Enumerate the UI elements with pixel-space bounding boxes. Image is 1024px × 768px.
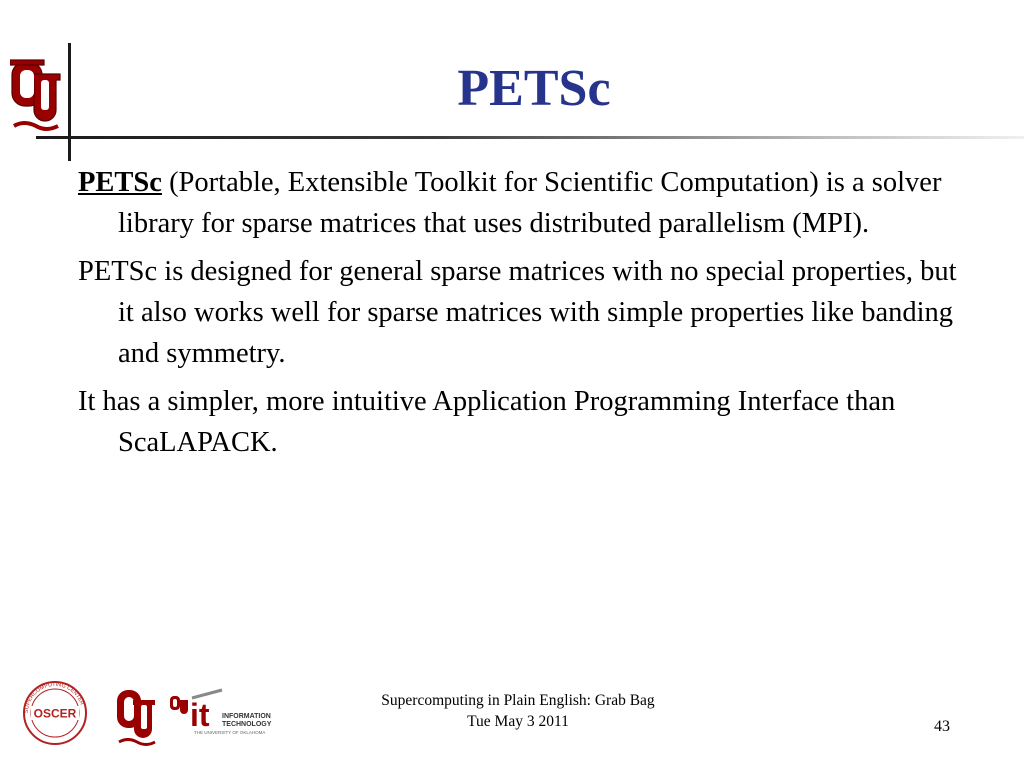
oscer-ring-text: SUPERCOMPUTING CENTER <box>23 681 85 714</box>
bullet-paragraph-3: It has a simpler, more intuitive Application Programming Interface than ScaLAPACK. <box>78 386 896 458</box>
footer-caption <box>318 690 718 732</box>
slide-number: 43 <box>934 718 950 735</box>
footer-course-title: Supercomputing in Plain English: Grab Bag <box>381 692 655 709</box>
it-line-3: THE UNIVERSITY OF OKLAHOMA <box>194 730 266 735</box>
it-line-2: TECHNOLOGY <box>222 721 272 728</box>
bullet-paragraph-2: PETSc is designed for general sparse matrices with no special properties, but it also works well for sparse matrices with simple properties like banding and symmetry. <box>78 256 957 369</box>
term-petsc: PETSc <box>78 167 162 198</box>
footer-logos <box>22 680 292 750</box>
slide-body <box>78 162 958 470</box>
it-wordmark: it <box>190 697 210 733</box>
footer-date: Tue May 3 2011 <box>467 713 569 730</box>
oscer-logo <box>24 682 86 744</box>
paragraph-1-text: (Portable, Extensible Toolkit for Scientific Computation) is a solver library for sparse matrices that uses distributed parallelism (MPI). <box>118 167 942 239</box>
it-logo <box>170 690 272 735</box>
ou-logo-small <box>117 690 155 745</box>
slide-title: PETSc <box>457 60 611 117</box>
oscer-wordmark: OSCER <box>33 706 77 721</box>
header-horizontal-rule <box>36 136 1024 139</box>
it-line-1: INFORMATION <box>222 713 271 720</box>
bullet-paragraph-1 <box>78 162 958 244</box>
